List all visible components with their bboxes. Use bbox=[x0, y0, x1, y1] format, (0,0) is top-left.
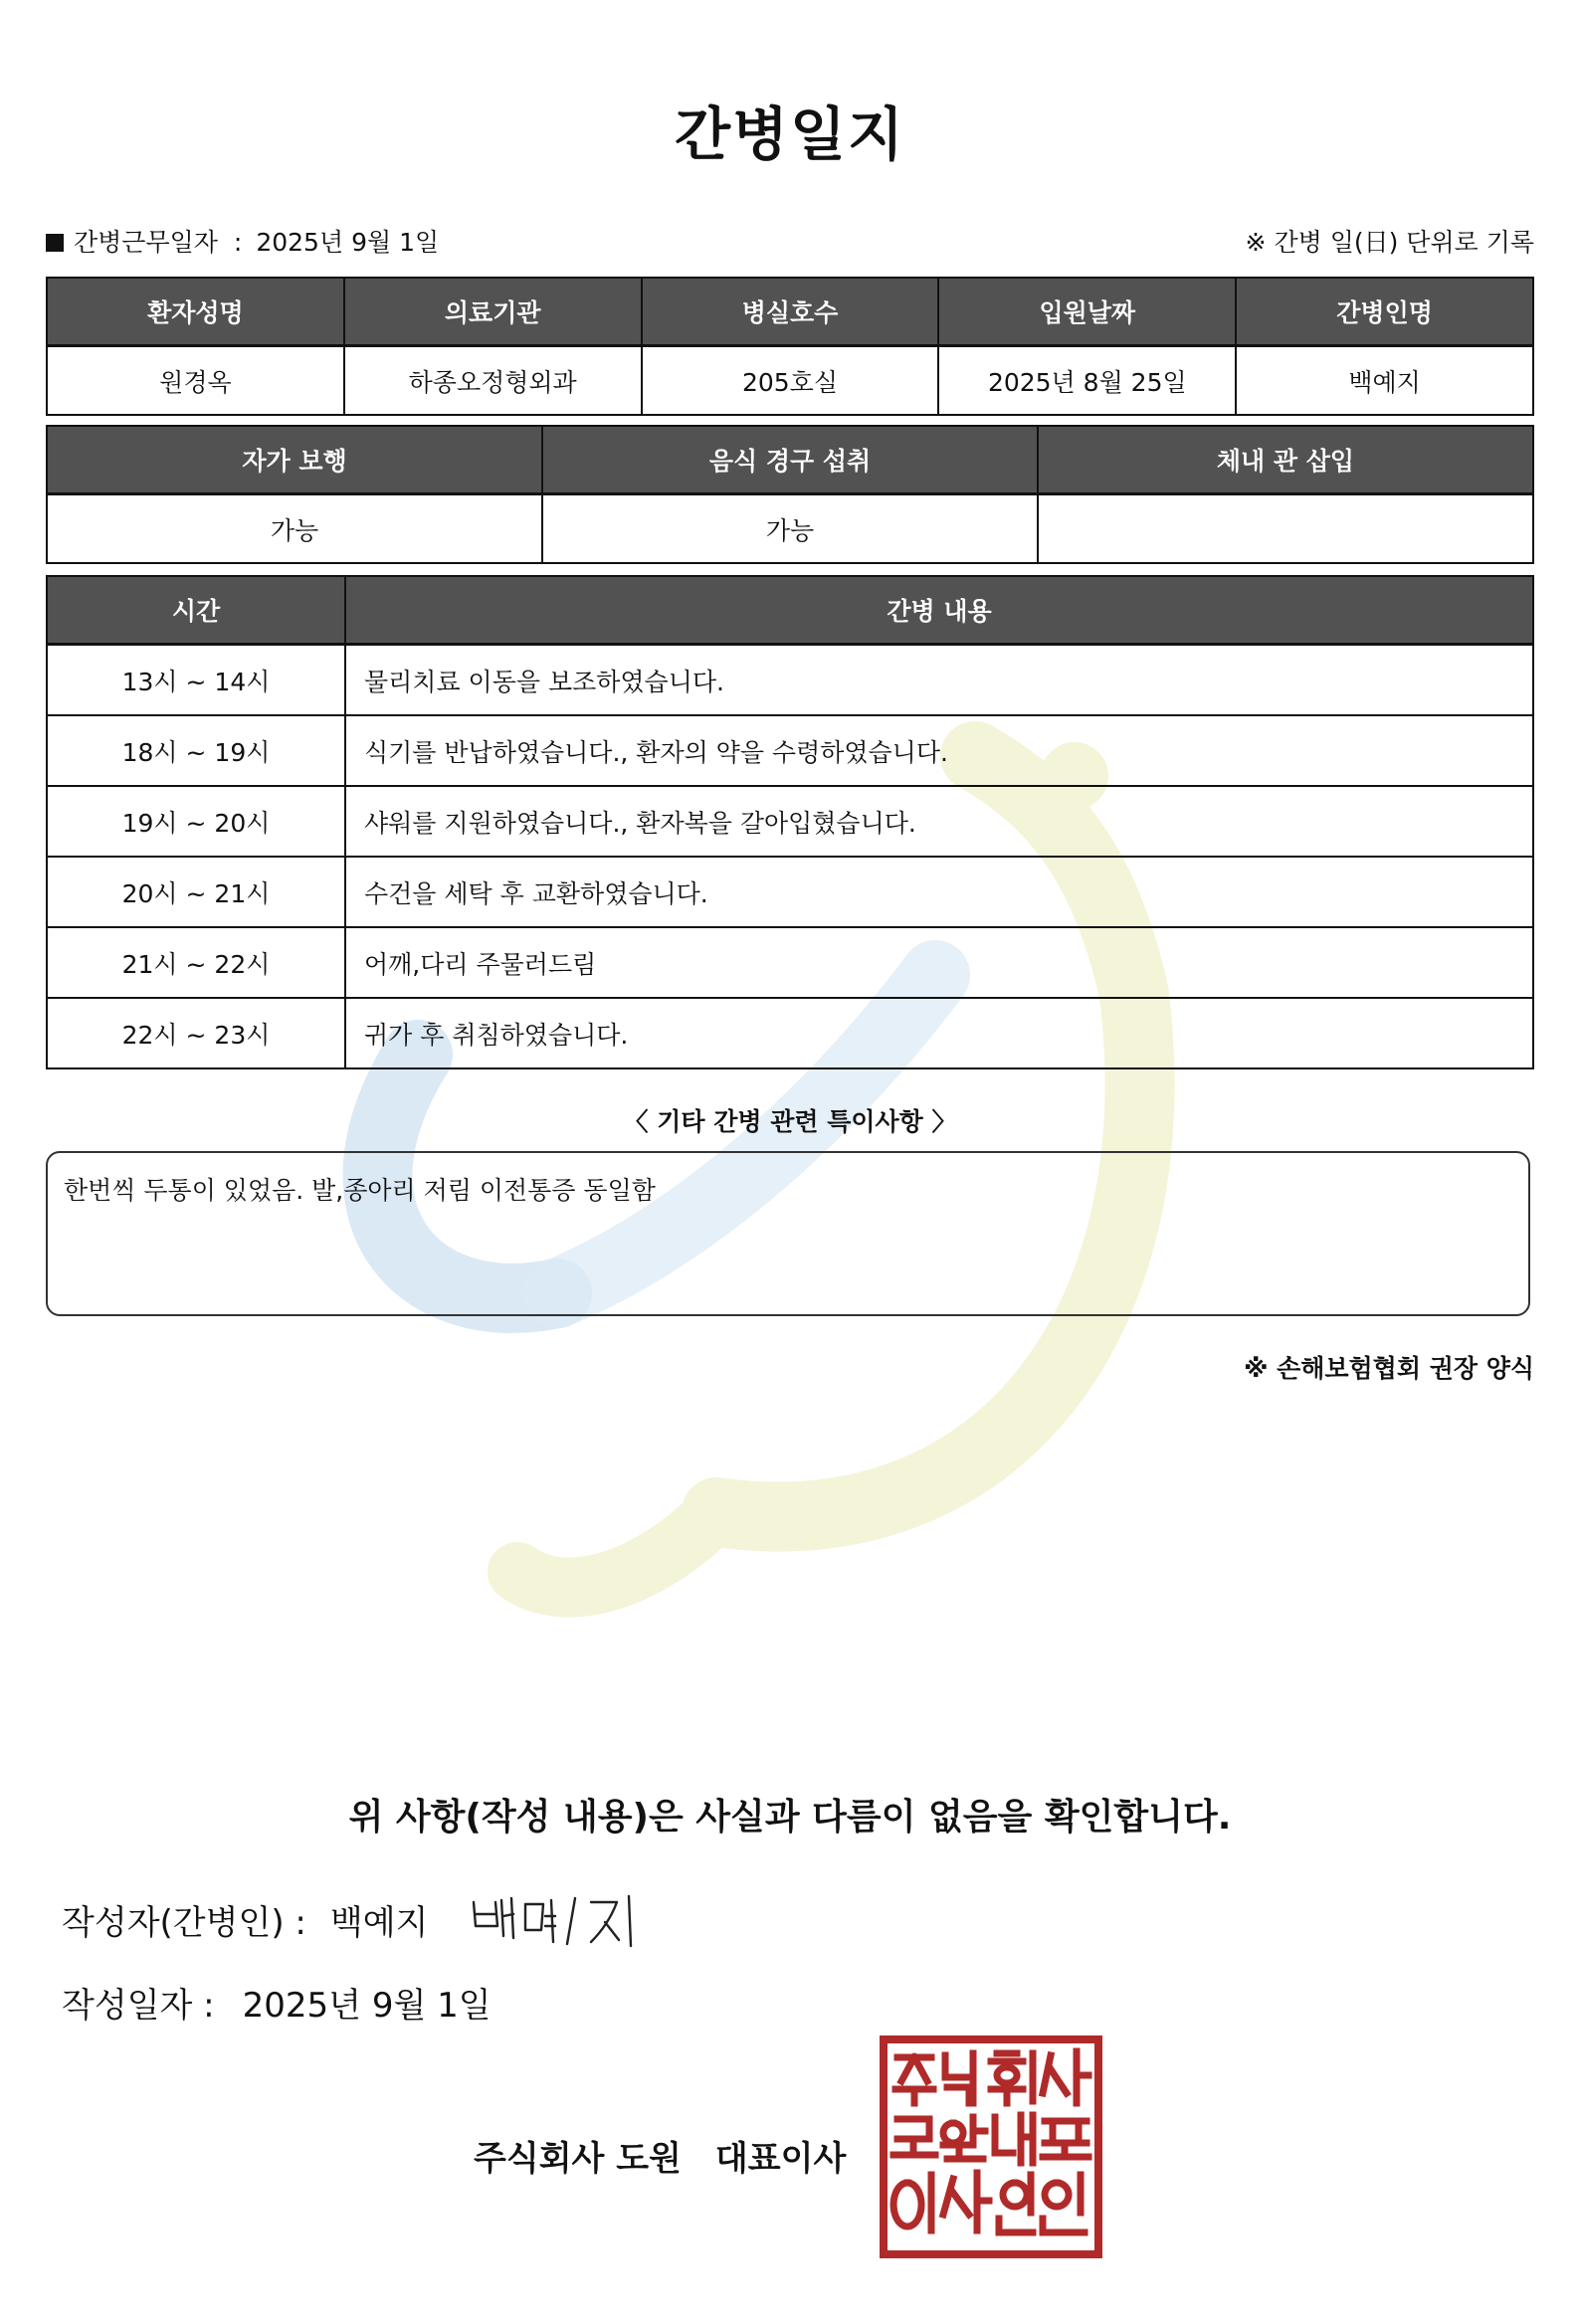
header-tube-insertion: 체내 관 삽입 bbox=[1038, 426, 1533, 494]
header-hospital: 의료기관 bbox=[344, 278, 642, 346]
admission-date: 2025년 8월 25일 bbox=[938, 346, 1236, 416]
written-date-value: 2025년 9월 1일 bbox=[242, 1986, 492, 2026]
patient-header-row bbox=[47, 278, 1533, 346]
daily-record-note: ※ 간병 일(日) 단위로 기록 bbox=[1245, 228, 1534, 257]
care-log-row bbox=[47, 786, 1533, 857]
care-log-row bbox=[47, 927, 1533, 998]
patient-info-table bbox=[46, 277, 1534, 416]
log-time: 18시 ~ 19시 bbox=[47, 715, 345, 786]
header-caregiver: 간병인명 bbox=[1236, 278, 1533, 346]
log-time: 22시 ~ 23시 bbox=[47, 998, 345, 1068]
company-seal-stamp bbox=[880, 2035, 1102, 2258]
writer-name: 백예지 bbox=[329, 1903, 429, 1943]
header-room: 병실호수 bbox=[642, 278, 939, 346]
care-log-row bbox=[47, 857, 1533, 927]
log-time: 21시 ~ 22시 bbox=[47, 927, 345, 998]
document-title: 간병일지 bbox=[674, 100, 906, 168]
recommended-form-note: ※ 손해보험협회 권장 양식 bbox=[1244, 1354, 1534, 1383]
work-date-line bbox=[46, 223, 439, 259]
written-date-label: 작성일자 : bbox=[62, 1986, 215, 2026]
hospital-name: 하종오정형외과 bbox=[344, 346, 642, 416]
log-content: 귀가 후 취침하였습니다. bbox=[345, 998, 1533, 1068]
square-bullet-icon bbox=[46, 234, 64, 252]
tube-insertion-value bbox=[1038, 494, 1533, 564]
log-content: 어깨,다리 주물러드림 bbox=[345, 927, 1533, 998]
company-line bbox=[474, 2131, 846, 2180]
seal-graphic bbox=[888, 2043, 1094, 2250]
work-date-label: 간병근무일자 bbox=[74, 228, 218, 257]
header-oral-intake: 음식 경구 섭취 bbox=[542, 426, 1038, 494]
handwritten-signature bbox=[468, 1886, 647, 1956]
header-time: 시간 bbox=[47, 576, 345, 645]
header-patient-name: 환자성명 bbox=[47, 278, 344, 346]
oral-intake-value: 가능 bbox=[542, 494, 1038, 564]
ceo-title: 대표이사 bbox=[714, 2139, 847, 2179]
work-date-colon: : bbox=[233, 228, 243, 257]
care-log-row bbox=[47, 645, 1533, 716]
patient-value-row bbox=[47, 346, 1533, 416]
log-content: 수건을 세탁 후 교환하였습니다. bbox=[345, 857, 1533, 927]
header-self-walking: 자가 보행 bbox=[47, 426, 542, 494]
care-log-header-row bbox=[47, 576, 1533, 645]
remarks-text: 한번씩 두통이 있었음. 발,종아리 저림 이전통증 동일함 bbox=[64, 1176, 656, 1205]
writer-label: 작성자(간병인) : bbox=[62, 1903, 306, 1943]
care-log-table bbox=[46, 575, 1534, 1069]
self-walking-value: 가능 bbox=[47, 494, 542, 564]
company-name: 주식회사 도원 bbox=[474, 2139, 682, 2179]
remarks-title: 〈 기타 간병 관련 특이사항 〉 bbox=[623, 1107, 957, 1136]
writer-line bbox=[62, 1895, 428, 1944]
care-log-row bbox=[47, 998, 1533, 1068]
remarks-box bbox=[46, 1151, 1530, 1316]
log-content: 샤워를 지원하였습니다., 환자복을 갈아입혔습니다. bbox=[345, 786, 1533, 857]
confirmation-statement: 위 사항(작성 내용)은 사실과 다름이 없음을 확인합니다. bbox=[348, 1797, 1232, 1838]
log-time: 20시 ~ 21시 bbox=[47, 857, 345, 927]
header-admission-date: 입원날짜 bbox=[938, 278, 1236, 346]
log-content: 식기를 반납하였습니다., 환자의 약을 수령하였습니다. bbox=[345, 715, 1533, 786]
patient-name: 원경옥 bbox=[47, 346, 344, 416]
log-content: 물리치료 이동을 보조하였습니다. bbox=[345, 645, 1533, 716]
care-log-row bbox=[47, 715, 1533, 786]
status-value-row bbox=[47, 494, 1533, 564]
written-date-line bbox=[62, 1978, 492, 2027]
room-number: 205호실 bbox=[642, 346, 939, 416]
log-time: 13시 ~ 14시 bbox=[47, 645, 345, 716]
log-time: 19시 ~ 20시 bbox=[47, 786, 345, 857]
patient-status-table bbox=[46, 425, 1534, 564]
caregiver-name: 백예지 bbox=[1236, 346, 1533, 416]
header-care-content: 간병 내용 bbox=[345, 576, 1533, 645]
work-date-value: 2025년 9월 1일 bbox=[256, 228, 440, 257]
status-header-row bbox=[47, 426, 1533, 494]
